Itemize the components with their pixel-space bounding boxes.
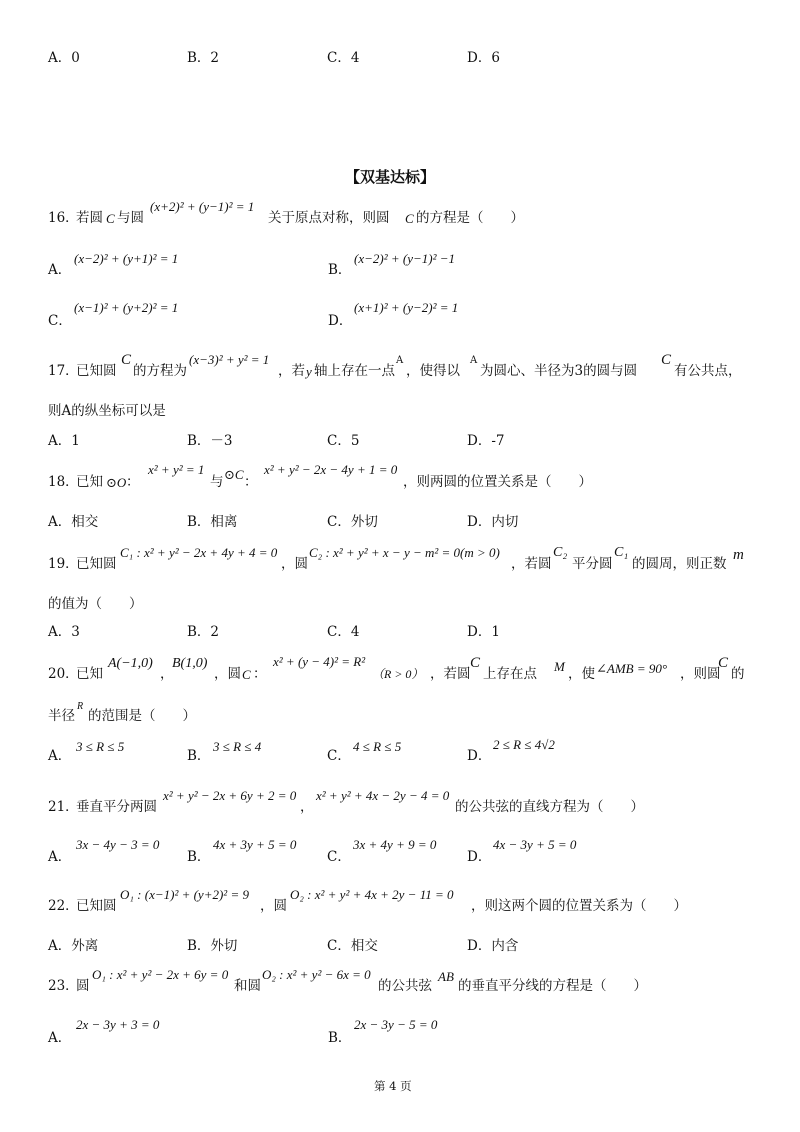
- q21-opt-c-label: C．: [327, 849, 351, 865]
- q17-var-a2: A: [470, 355, 478, 366]
- q18-opt-a: A．相交: [48, 514, 99, 530]
- q23-var-ab: AB: [438, 969, 454, 984]
- q19-s4: 平分圆: [572, 556, 613, 572]
- q17-equation: (x−3)² + y² = 1: [189, 352, 270, 367]
- q22-s2: ，圆: [260, 898, 287, 914]
- q18-colon1: ：: [126, 474, 140, 490]
- q19-s2: ，圆: [281, 556, 308, 572]
- q23-equation2: O₂ : x² + y² − 6x = 0: [262, 967, 371, 982]
- q23-s4: 的垂直平分线的方程是（ ）: [458, 978, 647, 994]
- q17-s1: 已知圆: [76, 363, 117, 379]
- q20-equation: x² + (y − 4)² = R²: [273, 654, 366, 669]
- q17-var-c: C: [121, 352, 132, 368]
- q20-var-c: C: [242, 667, 251, 682]
- q20-opt-d-eq: 2 ≤ R ≤ 4√2: [493, 737, 555, 752]
- q20-var-c3: C: [718, 655, 729, 671]
- q20-var-r: R: [77, 701, 84, 712]
- q20-opt-d-label: D．: [467, 748, 492, 764]
- q17-s2: 的方程为: [133, 363, 187, 379]
- q16-stem-d: 的方程是（ ）: [416, 210, 524, 226]
- q18-opt-c: C．外切: [327, 514, 378, 530]
- q16-stem-c: 关于原点对称，则圆: [268, 210, 390, 226]
- q19-opt-b: B．2: [187, 624, 220, 640]
- q23-opt-a-label: A．: [48, 1030, 72, 1046]
- q20-point-a: A(−1,0): [108, 656, 153, 671]
- q16-opt-d-label: D．: [328, 313, 353, 329]
- q18-s1: 已知: [76, 474, 103, 490]
- q22-equation2: O₂ : x² + y² + 4x + 2y − 11 = 0: [290, 887, 454, 902]
- q20-var-c2: C: [470, 655, 481, 671]
- q16-var-c2: C: [405, 211, 414, 226]
- q20-line2b: 的范围是（ ）: [88, 708, 196, 724]
- q20-opt-b-eq: 3 ≤ R ≤ 4: [213, 739, 262, 754]
- q16-opt-a-label: A．: [48, 262, 72, 278]
- q18-number: 18．: [48, 474, 79, 490]
- q20-angle: ∠AMB = 90°: [596, 661, 668, 676]
- q19-number: 19．: [48, 556, 79, 572]
- top-choice-b: B．2: [187, 50, 220, 66]
- q18-o-label: ⊙O: [106, 475, 127, 490]
- q21-s1: 垂直平分两圆: [76, 799, 157, 815]
- q17-opt-a: A．1: [48, 433, 80, 449]
- q20-s4: 上存在点: [483, 666, 537, 682]
- q21-number: 21．: [48, 799, 79, 815]
- q20-s6: ，则圆: [680, 666, 721, 682]
- q22-s3: ，则这两个圆的位置关系为（ ）: [471, 898, 687, 914]
- q20-comma1: ，: [160, 666, 174, 682]
- q20-point-b: B(1,0): [172, 656, 208, 671]
- q21-equation2: x² + y² + 4x − 2y − 4 = 0: [316, 788, 450, 803]
- q16-opt-b-eq: (x−2)² + (y−1)² −1: [354, 251, 455, 266]
- q23-opt-a-eq: 2x − 3y + 3 = 0: [76, 1017, 160, 1032]
- q21-opt-a-eq: 3x − 4y − 3 = 0: [76, 837, 160, 852]
- q17-var-y: y: [306, 364, 312, 379]
- q17-s7: 有公共点，: [674, 363, 742, 379]
- q21-opt-d-label: D．: [467, 849, 492, 865]
- top-choice-d: D．6: [467, 50, 500, 66]
- q22-number: 22．: [48, 898, 79, 914]
- q20-opt-a-label: A．: [48, 748, 72, 764]
- q21-opt-a-label: A．: [48, 849, 72, 865]
- q22-opt-a: A．外离: [48, 938, 99, 954]
- q17-number: 17．: [48, 363, 79, 379]
- q16-equation: (x+2)² + (y−1)² = 1: [150, 199, 255, 214]
- q21-s2: 的公共弦的直线方程为（ ）: [455, 799, 644, 815]
- q17-s5: ，使得以: [406, 363, 460, 379]
- q18-opt-d: D．内切: [467, 514, 519, 530]
- q16-opt-c-label: C．: [48, 313, 72, 329]
- q16-number: 16．: [48, 210, 79, 226]
- q19-equation1: C₁ : x² + y² − 2x + 4y + 4 = 0: [120, 545, 278, 560]
- q22-opt-c: C．相交: [327, 938, 378, 954]
- q19-s1: 已知圆: [76, 556, 117, 572]
- q21-equation1: x² + y² − 2x + 6y + 2 = 0: [163, 788, 297, 803]
- q16-opt-a-eq: (x−2)² + (y+1)² = 1: [74, 251, 179, 266]
- q19-s5: 的圆周，则正数: [632, 556, 727, 572]
- q20-s2: ，圆: [214, 666, 241, 682]
- q20-colon: ：: [253, 666, 267, 682]
- q18-equation1: x² + y² = 1: [148, 462, 205, 477]
- q17-var-c2: C: [661, 352, 672, 368]
- q20-condition: （R > 0）: [372, 667, 424, 681]
- q19-c1: C₁: [614, 545, 629, 560]
- q16-opt-d-eq: (x+1)² + (y−2)² = 1: [354, 300, 459, 315]
- q20-s1: 已知: [76, 666, 103, 682]
- q23-number: 23．: [48, 978, 79, 994]
- q19-var-m: m: [733, 547, 744, 563]
- q23-opt-b-label: B．: [328, 1030, 352, 1046]
- q16-stem-b: 与圆: [117, 210, 144, 226]
- q19-opt-d: D．1: [467, 624, 500, 640]
- q21-comma: ，: [300, 799, 314, 815]
- q22-equation1: O₁ : (x−1)² + (y+2)² = 9: [120, 887, 249, 902]
- q23-opt-b-eq: 2x − 3y − 5 = 0: [354, 1017, 438, 1032]
- q23-s3: 的公共弦: [378, 978, 432, 994]
- q17-s4: 轴上存在一点: [314, 363, 395, 379]
- q16-opt-b-label: B．: [328, 262, 352, 278]
- q20-line2a: 半径: [48, 708, 75, 724]
- q21-opt-d-eq: 4x − 3y + 5 = 0: [493, 837, 577, 852]
- q23-s2: 和圆: [234, 978, 261, 994]
- q17-var-a: A: [396, 355, 404, 366]
- q17-opt-b: B．－3: [187, 433, 233, 449]
- top-choice-a: A．0: [48, 50, 80, 66]
- q22-opt-d: D．内含: [467, 938, 519, 954]
- q18-s3: ，则两圆的位置关系是（ ）: [403, 474, 592, 490]
- q18-equation2: x² + y² − 2x − 4y + 1 = 0: [264, 462, 398, 477]
- q18-c-label: ⊙C: [224, 467, 244, 482]
- q20-opt-c-label: C．: [327, 748, 351, 764]
- section-title: 【双基达标】: [345, 168, 436, 186]
- q17-s3: ，若: [278, 363, 305, 379]
- q17-s6: 为圆心、半径为3的圆与圆: [480, 363, 638, 379]
- top-choice-c: C．4: [327, 50, 360, 66]
- q21-opt-b-eq: 4x + 3y + 5 = 0: [213, 837, 297, 852]
- q16-stem-a: 若圆: [76, 210, 103, 226]
- q16-var-c: C: [106, 211, 115, 226]
- q20-s7: 的: [731, 666, 745, 682]
- q19-s3: ，若圆: [511, 556, 552, 572]
- q17-opt-d: D．-7: [467, 433, 505, 449]
- q20-opt-b-label: B．: [187, 748, 211, 764]
- q22-s1: 已知圆: [76, 898, 117, 914]
- q20-number: 20．: [48, 666, 79, 682]
- q19-line2: 的值为（ ）: [48, 596, 143, 612]
- q22-opt-b: B．外切: [187, 938, 238, 954]
- q18-colon2: ：: [244, 474, 258, 490]
- q17-line2: 则A的纵坐标可以是: [48, 403, 166, 419]
- q18-s2: 与: [210, 474, 224, 490]
- q19-opt-a: A．3: [48, 624, 80, 640]
- page-footer: 第 4 页: [374, 1079, 412, 1093]
- q19-equation2: C₂ : x² + y² + x − y − m² = 0(m > 0): [309, 545, 500, 560]
- q23-s1: 圆: [76, 978, 90, 994]
- q21-opt-c-eq: 3x + 4y + 9 = 0: [353, 837, 437, 852]
- q20-s5: ，使: [568, 666, 595, 682]
- q19-c2: C₂: [553, 545, 568, 560]
- q20-s3: ，若圆: [430, 666, 471, 682]
- q19-opt-c: C．4: [327, 624, 360, 640]
- q20-opt-c-eq: 4 ≤ R ≤ 5: [353, 739, 402, 754]
- q20-var-m: M: [554, 659, 565, 674]
- q23-equation1: O₁ : x² + y² − 2x + 6y = 0: [92, 967, 229, 982]
- q20-opt-a-eq: 3 ≤ R ≤ 5: [76, 739, 125, 754]
- q17-opt-c: C．5: [327, 433, 360, 449]
- q16-opt-c-eq: (x−1)² + (y+2)² = 1: [74, 300, 179, 315]
- q21-opt-b-label: B．: [187, 849, 211, 865]
- q18-opt-b: B．相离: [187, 514, 238, 530]
